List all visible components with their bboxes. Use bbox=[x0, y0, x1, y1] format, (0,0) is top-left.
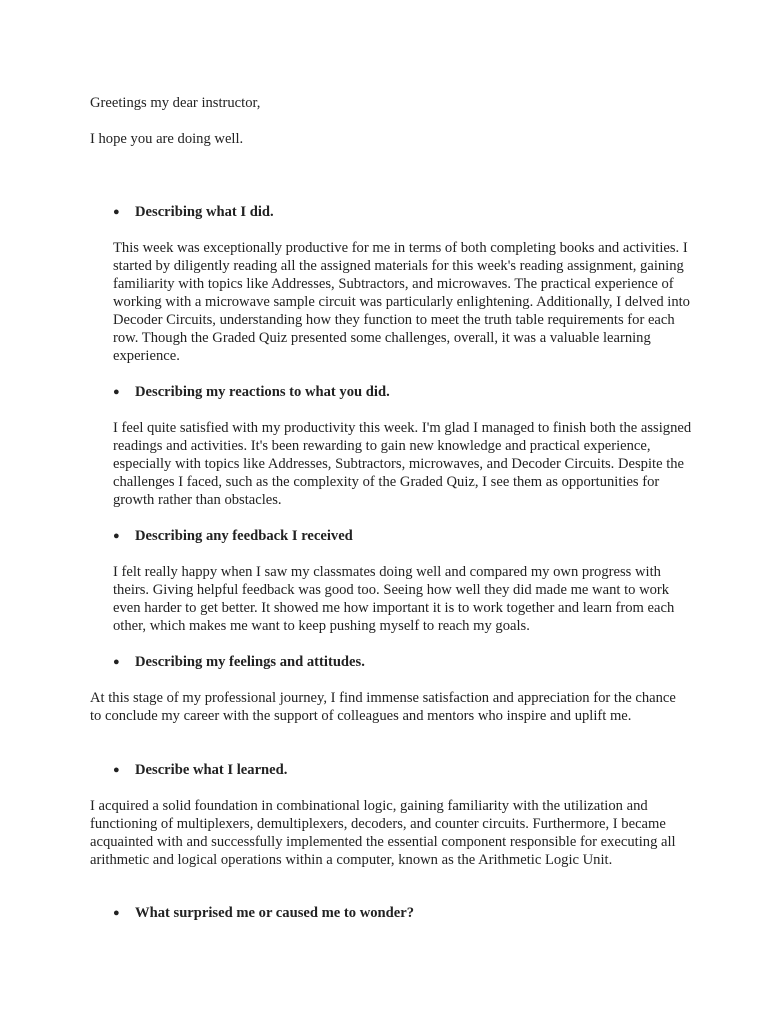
bullet-icon: ● bbox=[113, 764, 120, 776]
bullet-icon: ● bbox=[113, 530, 120, 542]
bullet-icon: ● bbox=[113, 656, 120, 668]
section-body-reactions: I feel quite satisfied with my productivity this week. I'm glad I managed to finish both the assigned readings and activities. It's been rewarding to gain new knowledge and practical experience, especially with topics like Addresses, Subtractors, microwaves, and Decoder Circuits. Despite the challenges I faced, such as the complexity of the Graded Quiz, I see them as opportunities for growth rather than obstacles. bbox=[113, 420, 692, 508]
section-heading-label: What surprised me or caused me to wonder? bbox=[135, 905, 415, 921]
section-heading-label: Describing any feedback I received bbox=[135, 528, 353, 544]
section-heading-label: Describing my reactions to what you did. bbox=[135, 384, 390, 400]
greeting-line: Greetings my dear instructor, bbox=[90, 95, 261, 111]
bullet-icon: ● bbox=[113, 206, 120, 218]
section-heading-label: Describe what I learned. bbox=[135, 762, 288, 778]
section-body-feedback: I felt really happy when I saw my classmates doing well and compared my own progress with theirs. Giving helpful feedback was good too. Seeing how well they did made me want to work even harder to get better. It showed me how important it is to work together and learn from each other, which makes me want to keep pushing myself to reach my goals. bbox=[113, 564, 675, 634]
section-body-learned: I acquired a solid foundation in combinational logic, gaining familiarity with the utilization and functioning of multiplexers, demultiplexers, decoders, and counter circuits. Furthermore, I became acquainted with and successfully implemented the essential component responsible for executing all arithmetic and logical operations within a computer, known as the Arithmetic Logic Unit. bbox=[90, 798, 676, 868]
bullet-icon: ● bbox=[113, 907, 120, 919]
hope-line: I hope you are doing well. bbox=[90, 131, 244, 147]
section-body-what-i-did: This week was exceptionally productive for me in terms of both completing books and activities. I started by diligently reading all the assigned materials for this week's reading assignment, gaining familiarity with topics like Addresses, Subtractors, and microwaves. The practical experience of working with a microwave sample circuit was particularly enlightening. Additionally, I delved into Decoder Circuits, understanding how they function to meet the truth table requirements for each row. Though the Graded Quiz presented some challenges, overall, it was a valuable learning experience. bbox=[113, 240, 690, 364]
bullet-icon: ● bbox=[113, 386, 120, 398]
section-body-feelings: At this stage of my professional journey, I find immense satisfaction and appreciation for the chance to conclude my career with the support of colleagues and mentors who inspire and uplift me. bbox=[90, 690, 676, 724]
section-heading-label: Describing what I did. bbox=[135, 204, 274, 220]
section-heading-label: Describing my feelings and attitudes. bbox=[135, 654, 365, 670]
